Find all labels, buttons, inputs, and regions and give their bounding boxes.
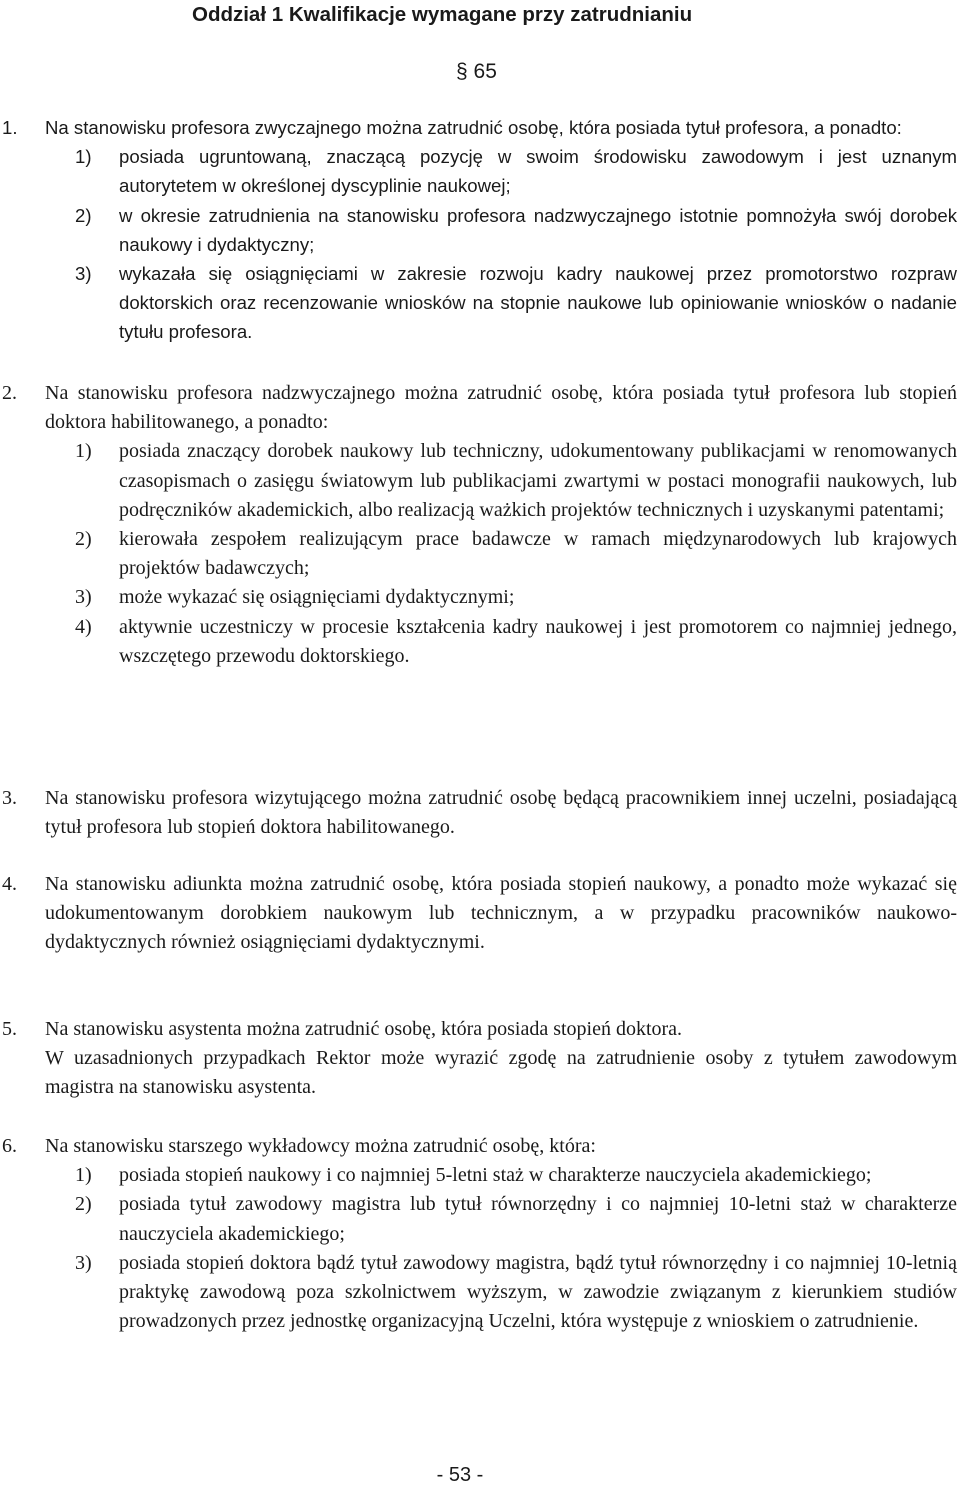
page-number: - 53 - xyxy=(436,1464,484,1486)
list-item xyxy=(45,1190,957,1248)
paragraph-6 xyxy=(0,1132,958,1336)
paragraph-text: Na stanowisku asystenta można zatrudnić osobę, która posiada stopień doktora. xyxy=(45,1018,683,1040)
item-text: posiada ugruntowaną, znaczącą pozycję w swoim środowisku zawodowym i jest uznanym autorytetem w określonej dyscyplinie naukowej; xyxy=(119,146,957,197)
item-list xyxy=(45,142,957,346)
paragraph-number: 5. xyxy=(2,1018,17,1040)
paragraph-text: Na stanowisku adiunkta można zatrudnić osobę, która posiada stopień naukowy, a ponadto może wykazać się udokumentowanym dorobkiem naukowym lub technicznym, a w przypadku pracowników naukowo-dydaktycznych również osiągnięciami dydaktycznymi. xyxy=(45,873,957,954)
paragraph-number: 4. xyxy=(2,873,17,895)
chapter-heading: Oddział 1 Kwalifikacje wymagane przy zatrudnianiu xyxy=(192,3,693,26)
paragraph-4 xyxy=(0,870,958,958)
item-number: 1) xyxy=(75,440,92,463)
paragraph-text: Na stanowisku starszego wykładowcy można zatrudnić osobę, która: xyxy=(45,1135,596,1157)
section-number: § 65 xyxy=(456,60,497,83)
list-item xyxy=(45,437,957,525)
paragraph-number: 6. xyxy=(2,1135,17,1157)
item-text: w okresie zatrudnienia na stanowisku profesora nadzwyczajnego istotnie pomnożyła swój dorobek naukowy i dydaktyczny; xyxy=(119,204,957,255)
item-list xyxy=(45,437,957,671)
item-number: 2) xyxy=(75,528,92,551)
paragraph-number: 2. xyxy=(2,382,17,404)
item-number: 3) xyxy=(75,263,92,285)
list-item xyxy=(45,1249,957,1337)
item-number: 1) xyxy=(75,1164,92,1187)
item-text: kierowała zespołem realizującym prace badawcze w ramach międzynarodowych lub krajowych projektów badawczych; xyxy=(119,528,957,580)
item-number: 3) xyxy=(75,586,92,609)
paragraph-5 xyxy=(0,1015,958,1103)
item-list xyxy=(45,1161,957,1336)
list-item xyxy=(45,259,957,347)
paragraph-number: 1. xyxy=(2,117,18,138)
item-text: aktywnie uczestniczy w procesie kształcenia kadry naukowej i jest promotorem co najmniej jednego, wszczętego przewodu doktorskiego. xyxy=(119,615,957,667)
paragraph-text: Na stanowisku profesora zwyczajnego można zatrudnić osobę, która posiada tytuł profesora, a ponadto: xyxy=(45,117,902,138)
paragraph-1 xyxy=(0,113,958,347)
list-item xyxy=(45,583,957,612)
paragraph-text-continued: W uzasadnionych przypadkach Rektor może wyrazić zgodę na zatrudnienie osoby z tytułem zawodowym magistra na stanowisku asystenta. xyxy=(45,1047,957,1099)
item-number: 2) xyxy=(75,1193,92,1216)
list-item xyxy=(45,142,957,200)
paragraph-2 xyxy=(0,379,958,671)
item-text: może wykazać się osiągnięciami dydaktycznymi; xyxy=(119,586,515,609)
paragraph-text: Na stanowisku profesora wizytującego można zatrudnić osobę będącą pracownikiem innej uczelni, posiadającą tytuł profesora lub stopień doktora habilitowanego. xyxy=(45,787,957,839)
item-number: 3) xyxy=(75,1251,92,1274)
item-text: posiada stopień doktora bądź tytuł zawodowy magistra, bądź tytuł równorzędny i co najmniej 10-letnią praktykę zawodową poza szkolnictwem wyższym, w zawodzie związanym z kierunkiem studiów prowadzonych przez jednostkę organizacyjną Uczelni, która występuje z wnioskiem o zatrudnienie. xyxy=(119,1251,957,1333)
item-text: posiada stopień naukowy i co najmniej 5-letni staż w charakterze nauczyciela akademickiego; xyxy=(119,1164,872,1187)
list-item xyxy=(45,201,957,259)
list-item xyxy=(45,1161,957,1190)
item-text: posiada znaczący dorobek naukowy lub techniczny, udokumentowany publikacjami w renomowanych czasopismach o zasięgu światowym lub publikacjami zwartymi w postaci monografii naukowych, lub podręczników akademickich, albo realizacją ważkich projektów technicznych i uzyskanymi patentami; xyxy=(119,440,957,521)
paragraph-number: 3. xyxy=(2,787,17,809)
item-text: posiada tytuł zawodowy magistra lub tytuł równorzędny i co najmniej 10-letni staż w charakterze nauczyciela akademickiego; xyxy=(119,1193,957,1245)
item-number: 1) xyxy=(75,146,92,168)
item-number: 4) xyxy=(75,615,92,638)
list-item xyxy=(45,613,957,671)
paragraph-text: Na stanowisku profesora nadzwyczajnego można zatrudnić osobę, która posiada tytuł profesora lub stopień doktora habilitowanego, a ponadto: xyxy=(45,382,957,434)
list-item xyxy=(45,525,957,583)
paragraph-3 xyxy=(0,784,958,842)
item-text: wykazała się osiągnięciami w zakresie rozwoju kadry naukowej przez promotorstwo rozpraw doktorskich oraz recenzowanie wniosków na stopnie naukowe lub opiniowanie wniosków o nadanie tytułu profesora. xyxy=(119,263,957,343)
item-number: 2) xyxy=(75,204,92,226)
